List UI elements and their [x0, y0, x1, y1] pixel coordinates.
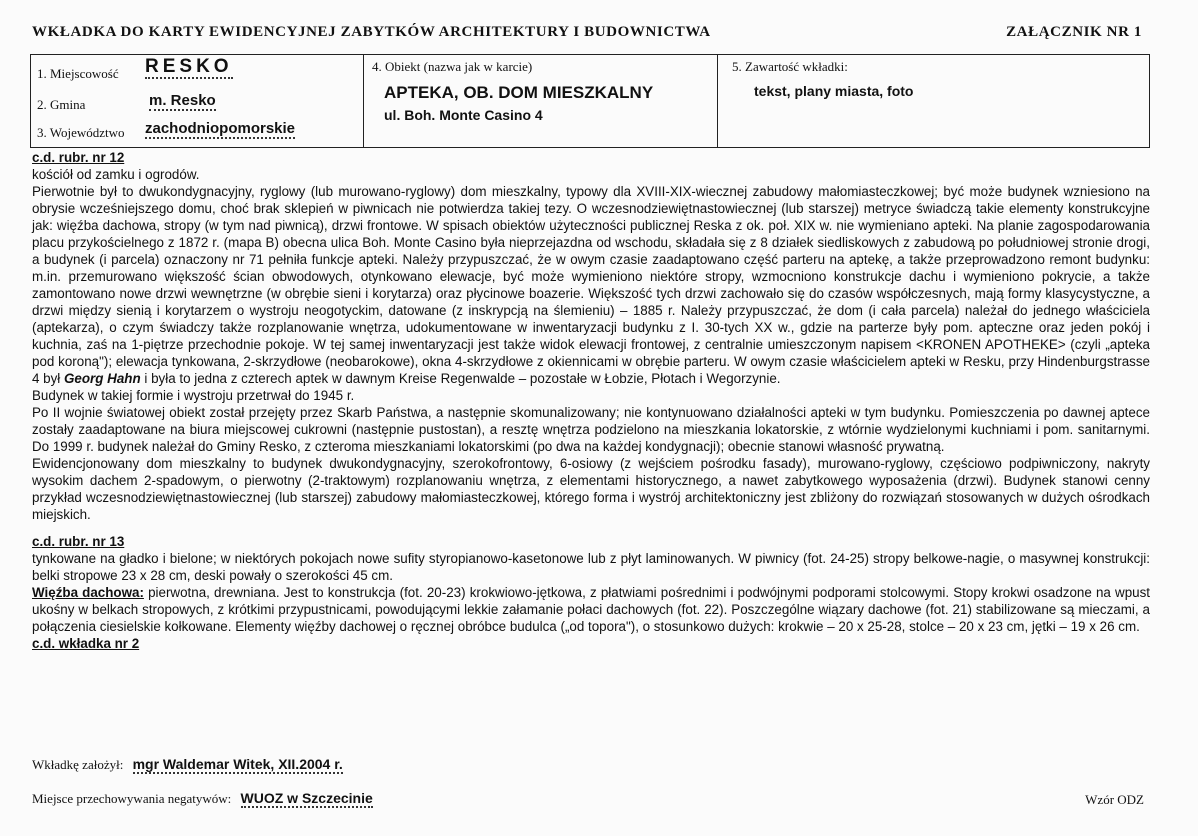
author-value: mgr Waldemar Witek, XII.2004 r. [132, 756, 343, 772]
annex-number: ZAŁĄCZNIK NR 1 [1006, 24, 1142, 40]
paragraph: tynkowane na gładko i bielone; w niektórych pokojach nowe sufity styropianowo-kasetonowe lub z płyt laminowanych. W piwnicy (fot. 24-25) stropy belkowe-nagie, o masywnej konstrukcji: belki stropowe 23 x 28 cm, deski powały o szerokości 45 cm. [32, 551, 1150, 583]
insert-heading: c.d. wkładka nr 2 [32, 636, 140, 651]
object-address: ul. Boh. Monte Casino 4 [384, 107, 543, 123]
storage-line [32, 790, 373, 807]
location-column [31, 55, 363, 147]
locality-value: RESKO [145, 56, 233, 77]
owner-name: Georg Hahn [64, 371, 141, 386]
header-fields-box [30, 54, 1150, 148]
paragraph-text: Pierwotnie był to dwukondygnacyjny, ryglowy (lub murowano-ryglowy) dom mieszkalny, typowy dla XVIII-XIX-wiecznej zabudowy małomiasteczkowej; być może budynek wzniesiono na obrysie wcześniejszego domu, choć brak sklepień w piwnicach nie potwierdza takiej tezy. O wczesnodziewiętnastowiecznej (lub starszej) metryce świadczą takie elementy konstrukcyjne jak: więźba dachowa, stropy (w tym nad piwnicą), drzwi frontowe. W spisach obiektów użyteczności publicznej Reska z ok. poł. XIX w. nie wymieniano apteki. Na planie zagospodarowania placu przykościelnego z 1872 r. (mapa B) obecna ulica Boh. Monte Casino była nieprzejazdna od wschodu, składała się z 8 działek siedliskowych z zabudową po południowej stronie drogi, a budynek (i parcela) oznaczony nr 71 pełniła funkcje apteki. Należy przypuszczać, że w owym czasie zaadaptowano część parteru na aptekę, a także przeprowadzono remont budynku: m.in. przemurowano większość ścian obwodowych, otynkowano elewacje, być może wymieniono niektóre stropy, wzmocniono konstrukcje dachu i wymieniono pokrycie, a także zamontowano nowe drzwi wewnętrzne (w obrębie sieni i korytarza) oraz płycinowe boazerie. Większość tych drzwi zachowało się do czasów współczesnych, mają formy klasycystyczne, a drzwi między sienią i korytarzem o wystroju neogotyckim, datowane (z inskrypcją na ślemieniu) – 1885 r. Należy przypuszczać, że dom (i cała parcela) należał do jednego właściciela (aptekarza), o czym świadczy także rozplanowanie wnętrza, udokumentowane w inwentaryzacji budynku z I. 30-tych XX w., gdzie na parterze były pom. apteczne oraz jeden pokój i kuchnia, zaś na 1-piętrze przechodnie pokoje. W tej samej inwentaryzacji jest także widok elewacji frontowej, z centralnie umieszczonym napisem <KRONEN APOTHEKE> (czyli „apteka pod koroną"); elewacja tynkowana, 2-skrzydłowe (neobarokowe), okna 4-skrzydłowe z okiennicami w obrębie parteru. W owym czasie właścicielem apteki w Resku, przy Hindenburgstrasse 4 był [32, 184, 1150, 386]
object-title: APTEKA, OB. DOM MIESZKALNY [384, 83, 654, 102]
commune-label: 2. Gmina [37, 97, 86, 112]
author-label: Wkładkę założył: [32, 757, 124, 772]
author-line [32, 756, 343, 773]
paragraph: kościół od zamku i ogrodów. [32, 167, 200, 182]
commune-value: m. Resko [149, 92, 216, 109]
voivodeship-label: 3. Województwo [37, 125, 125, 140]
paragraph-roof [32, 584, 1150, 635]
locality-label: 1. Miejscowość [37, 66, 119, 81]
content-value: tekst, plany miasta, foto [754, 83, 914, 99]
paragraph: Budynek w takiej formie i wystroju przetrwał do 1945 r. [32, 388, 355, 403]
content-column [717, 55, 1149, 147]
content-label: 5. Zawartość wkładki: [732, 59, 848, 74]
object-column [363, 55, 718, 147]
paragraph: Ewidencjonowany dom mieszkalny to budynek dwukondygnacyjny, szerokofrontowy, 6-osiowy (z wejściem pośrodku fasady), murowano-ryglowy, częściowo podpiwniczony, nakryty wysokim dachem 2-spadowym, o pierwotny (2-traktowym) rozplanowaniu wnętrza, z elementami historycznego, a nawet zabytkowego wyposażenia (drzwi). Budynek stanowi cenny przykład wczesnodziewiętnastowiecznej (lub starszej) zabudowy małomiasteczkowej, którego forma i wystrój architektoniczny jest zbliżony do rozwiązań stosowanych w dużych ośrodkach miejskich. [32, 456, 1150, 522]
storage-value: WUOZ w Szczecinie [240, 790, 373, 806]
paragraph-text: pierwotna, drewniana. Jest to konstrukcja (fot. 20-23) krokwiowo-jętkowa, z płatwiami pośrednimi i podwójnymi podporami stolcowymi. Stopy krokwi osadzone na wpust ukośny w belkach stropowych, z krótkimi przypustnicami, powodującymi lekkie załamanie połaci dachowych (fot. 22). Poszczególne wiązary dachowe (fot. 21) stabilizowane są mieczami, a połączenia ciesielskie kołkowane. Elementy więźby dachowej o ręcznej obróbce budulca („od topora"), o stosunkowo dużych: krokwie – 20 x 25-28, stolce – 20 x 23 cm, jętki – 19 x 26 cm. [32, 585, 1150, 634]
document-body [32, 149, 1150, 652]
section-heading-12: c.d. rubr. nr 12 [32, 150, 125, 165]
document-title: WKŁADKA DO KARTY EWIDENCYJNEJ ZABYTKÓW ARCHITEKTURY I BUDOWNICTWA [32, 24, 711, 40]
object-label: 4. Obiekt (nazwa jak w karcie) [372, 59, 533, 74]
template-label: Wzór ODZ [1085, 792, 1144, 807]
voivodeship-value: zachodniopomorskie [145, 120, 296, 137]
paragraph-text: i była to jedna z czterech aptek w dawnym Kreise Regenwalde – pozostałe w Łobzie, Płotach i Wegorzynie. [140, 371, 781, 386]
section-heading-13: c.d. rubr. nr 13 [32, 534, 125, 549]
paragraph: Po II wojnie światowej obiekt został przejęty przez Skarb Państwa, a następnie skomunalizowany; nie kontynuowano działalności apteki w tym budynku. Pomieszczenia po dawnej aptece zostały zaadaptowane na biura miejscowej cukrowni (następnie pustostan), a resztę wnętrza podzielono na mieszkania lokatorskie, z wtórnie wydzielonymi kuchniami i pom. sanitarnymi. Do 1999 r. budynek należał do Gminy Resko, z czteroma mieszkaniami lokatorskimi (po dwa na każdej kondygnacji); obecnie stanowi własność prywatną. [32, 405, 1150, 454]
storage-label: Miejsce przechowywania negatywów: [32, 791, 232, 806]
roof-truss-label: Więźba dachowa: [32, 585, 144, 600]
paragraph-history [32, 183, 1150, 387]
